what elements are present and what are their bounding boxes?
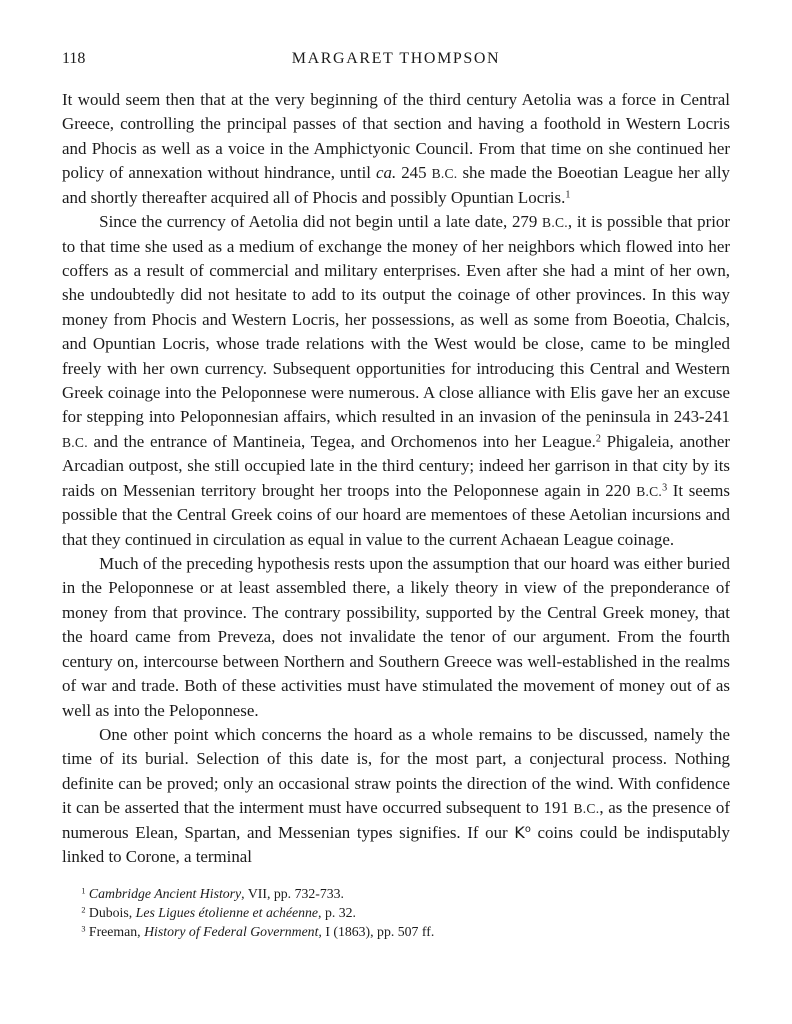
running-head: MARGARET THOMPSON — [291, 50, 501, 67]
text-run: Cambridge Ancient History — [88, 885, 242, 901]
text-run: B.C. — [573, 801, 600, 817]
text-run: Much of the preceding hypothesis rests upon the assumption that our hoard was either buried in the Peloponnese or at least assembled there, a likely theory in view of the preponderance of money from that province. The contrary possibility, supported by the Central Greek money, that the hoard came from Preveza, does not invalidate the tenor of our argument. From the fourth century on, intercourse between Northern and Southern Greece was well-established in the realms of war and trade. Both of these activities must have stimulated the movement of money out of as well as into the Peloponnese. — [62, 554, 730, 720]
text-run: History of Federal Government, — [144, 924, 322, 940]
footnote — [62, 903, 730, 922]
text-run: Dubois, — [85, 904, 136, 920]
text-run: B.C. — [542, 215, 568, 231]
text-run: ca. — [376, 163, 397, 183]
text-run: and the entrance of Mantineia, Tegea, and Orchomenos into her League. — [87, 431, 596, 451]
footnotes-section — [62, 884, 730, 942]
text-run: Since the currency of Aetolia did not begin until a late date, 279 — [99, 212, 543, 232]
text-run: One other point which concerns the hoard as a whole remains to be discussed, namely the time of its burial. Selection of this date is, for the most part, a conjectural process. Nothing definite can be proved; only an occasional straw points the direction of the wind. With confidence it can be asserted that the interment must have occurred subsequent to 191 — [62, 724, 730, 818]
page-number: 118 — [62, 50, 86, 67]
footnote — [62, 922, 730, 941]
footnote-marker: 2 — [595, 433, 601, 445]
text-run: K — [514, 822, 525, 842]
footnote-marker: 3 — [662, 482, 668, 494]
page-header — [62, 50, 730, 72]
text-run: , it is possible that prior to that time she used as a medium of exchange the money of her neighbors which flowed into her coffers as a result of commercial and military enterprises. Even after she had a mint of her own, she undoubtedly did not hesitate to add to its output the coinage of other provinces. In this way money from Phocis and Western Locris, her possessions, as well as some from Boeotia, Chalcis, and Opuntian Locris, whose trade relations with the West would be close, came to be mingled freely with her own currency. Subsequent opportunities for introducing this Central and Western Greek coinage into the Peloponnese were numerous. A close alliance with Elis gave her an excuse for stepping into Peloponnesian affairs, which resulted in an invasion of the peninsula in 243-241 — [62, 212, 730, 427]
text-run: It seems possible that the Central Greek coins of our hoard are mementoes of these Aetolian incursions and that they continued in circulation as equal in value to the current Achaean League coinage. — [62, 480, 731, 549]
text-run: , VII, pp. 732-733. — [241, 885, 345, 901]
text-run: B.C. — [62, 434, 88, 450]
text-run: coins could be indisputably linked to Corone, a terminal — [62, 822, 730, 867]
footnote-marker: 1 — [565, 189, 571, 201]
text-run: B.C. — [636, 483, 663, 499]
text-run: B.C. — [431, 166, 458, 182]
paragraph — [62, 723, 730, 870]
footnote — [62, 884, 730, 903]
text-run: 245 — [396, 163, 432, 183]
paragraph — [62, 210, 730, 552]
footnote-marker: 3 — [81, 924, 86, 934]
text-run: , as the presence of numerous Elean, Spartan, and Messenian types signifies. If our — [62, 798, 731, 842]
body-text — [62, 88, 730, 870]
text-run: , p. 32. — [318, 904, 356, 920]
text-run: Freeman, — [85, 924, 145, 940]
text-run: o — [524, 823, 531, 835]
text-run: I (1863), pp. 507 ff. — [321, 924, 435, 940]
text-run: Phigaleia, another Arcadian outpost, she still occupied late in the third century; indeed her garrison in that city by its raids on Messenian territory brought her troops into the Peloponnese again in 220 — [62, 431, 730, 500]
paragraph — [62, 88, 730, 210]
paragraph — [62, 552, 730, 723]
text-run: she made the Boeotian League her ally and shortly thereafter acquired all of Phocis and possibly Opuntian Locris. — [62, 163, 730, 207]
text-run: Les Ligues étolienne et achéenne — [135, 904, 319, 920]
footnote-marker: 1 — [81, 885, 86, 895]
text-run: It would seem then that at the very beginning of the third century Aetolia was a force in Central Greece, controlling the principal passes of that section and having a foothold in Western Locris and Phocis as well as a voice in the Amphictyonic Council. From that time on she continued her policy of annexation without hindrance, until — [62, 90, 730, 183]
footnote-marker: 2 — [81, 905, 86, 915]
